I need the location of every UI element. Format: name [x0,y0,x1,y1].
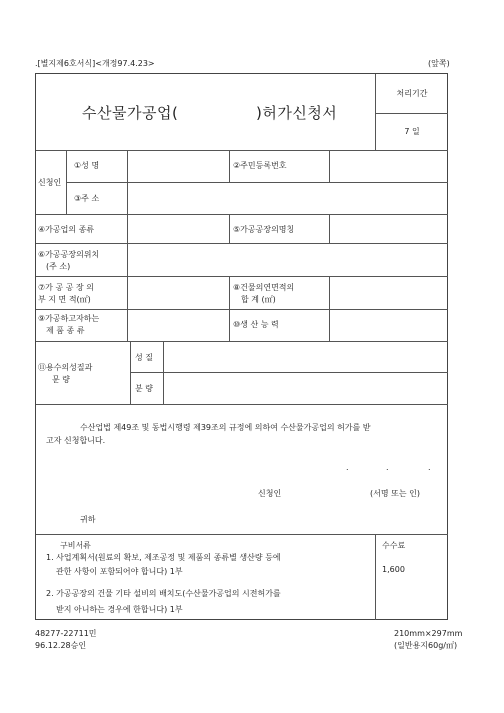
address-label: ③주 소 [74,194,100,203]
statement-line-2: 고자 신청합니다. [46,436,106,445]
site-area-label: ⑦가 공 공 장 의 [38,283,94,292]
form-title-left: 수산물가공업( [82,104,179,122]
applicant-sign-field[interactable] [290,484,365,500]
divider-v-applicant [66,151,67,214]
divider-v-water-a [130,342,131,405]
document-item-2-line-1: 2. 가공공장의 건물 기타 설비의 배치도(수산물가공업의 시전허가를 [46,589,281,598]
date-dot-month: . [386,463,389,472]
business-type-field[interactable] [128,215,228,243]
date-dot-day: . [428,463,431,472]
divider-statement [36,404,448,405]
divider-v-fee [375,535,376,620]
fee-value: 1,600 [382,565,405,574]
documents-label: 구비서류 [60,541,91,550]
form-code: 48277-22711민 [35,629,97,638]
form-reference: .[별지제6호서식]<개정97.4.23> [35,59,155,68]
building-area-label: ⑧건물의연면적의 [233,283,295,292]
building-area-field[interactable] [330,277,447,309]
page-side-label: (앞쪽) [428,59,450,68]
products-field[interactable] [128,310,228,341]
products-label: ⑨가공하고자하는 [38,314,100,323]
water-label: ⑪용수의성질과 [38,363,93,372]
site-area-field[interactable] [128,277,228,309]
water-quality-field[interactable] [164,342,447,372]
divider-v-rrn [229,151,230,183]
water-quantity-field[interactable] [164,373,447,404]
addressee-label: 귀하 [80,515,96,524]
divider-documents [36,534,448,535]
water-quantity-label: 분 량 [135,384,153,393]
paper-type: (일반용지60g/㎡) [394,641,458,650]
statement-line-1: 수산업법 제49조 및 동법시행령 제39조의 규정에 의하여 수산물가공업의 허가를 받 [80,423,371,432]
facility-name-label: ⑤가공공장의명칭 [233,225,295,234]
facility-location-field[interactable] [128,244,447,276]
document-item-1-line-1: 1. 사업계획서(원료의 확보, 제조공정 및 제품의 종류별 생산량 등에 [46,553,281,562]
site-area-sublabel: 부 지 면 적(㎡) [38,295,91,304]
document-item-2-line-2: 받지 아니하는 경우에 한합니다) 1부 [56,605,183,614]
building-area-sublabel: 합 계 (㎡) [241,295,276,304]
signature-label: (서명 또는 인) [370,489,420,498]
divider-v-row4b [229,215,230,244]
processing-period-label: 처리기간 [396,89,428,98]
processing-period-value: 7 일 [404,127,420,136]
capacity-field[interactable] [330,310,447,341]
capacity-label: ⑩생 산 능 력 [233,320,279,329]
name-field[interactable] [128,151,228,182]
resident-number-field[interactable] [330,151,447,182]
water-sublabel: 문 량 [52,375,70,384]
fee-label: 수수료 [382,541,406,550]
facility-location-sublabel: (주 소) [46,262,71,271]
facility-name-field[interactable] [330,215,447,243]
applicant-sign-label: 신청인 [258,489,282,498]
name-label: ①성 명 [74,161,100,170]
facility-location-label: ⑥가공공장의위치 [38,250,100,259]
resident-number-label: ②주민등록번호 [233,161,287,170]
address-field[interactable] [128,183,447,214]
water-quality-label: 성 질 [135,353,153,362]
divider-processing [375,113,448,114]
document-item-1-line-2: 관한 사항이 포함되어야 합니다) 1부 [56,567,183,576]
approval-date: 96.12.28승인 [35,641,87,650]
products-sublabel: 제 품 종 류 [46,326,85,335]
date-dot-year: . [346,463,349,472]
paper-size: 210mm×297mm [394,629,463,638]
business-type-label: ④가공업의 종류 [38,225,95,234]
form-title-right: )허가신청서 [256,104,338,122]
divider-v-row67b [229,277,230,342]
applicant-group-label: 신청인 [38,178,62,187]
divider-v-processing [375,74,376,151]
